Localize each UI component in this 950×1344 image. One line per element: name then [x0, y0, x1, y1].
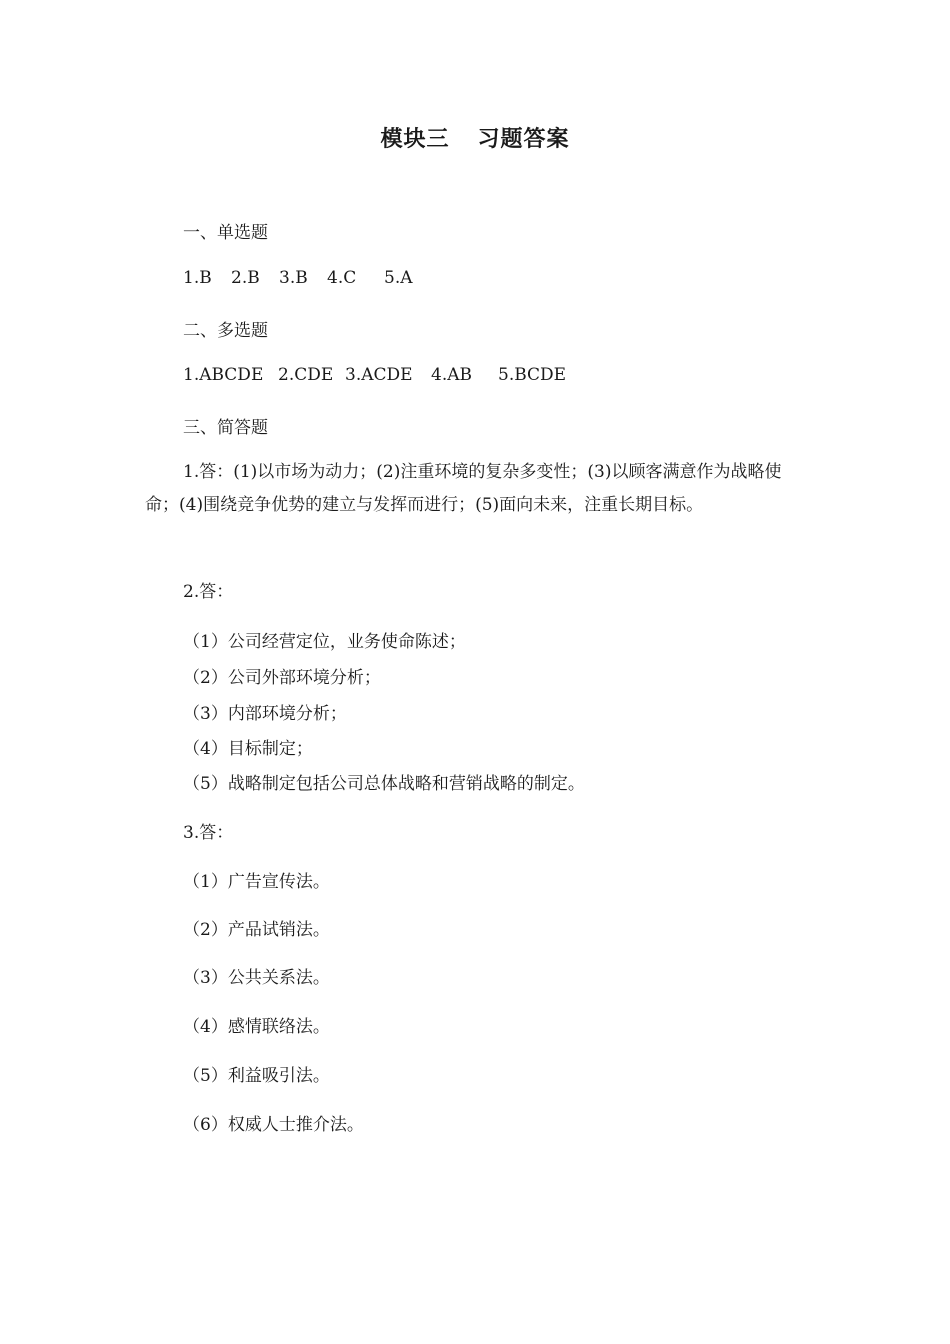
short-answer-2-item: （3）内部环境分析；: [183, 704, 347, 724]
short-answer-3-item: （4）感情联络法。: [183, 1017, 330, 1037]
short-answer-2-item: （2）公司外部环境分析；: [183, 668, 381, 688]
short-answer-3-item: （6）权威人士推介法。: [183, 1115, 364, 1135]
multi-answer-2: 2.CDE: [278, 365, 334, 385]
short-answer-3-label: 3.答：: [183, 823, 234, 843]
short-answer-2-item: （5）战略制定包括公司总体战略和营销战略的制定。: [183, 774, 585, 794]
multi-answer-4: 4.AB: [431, 365, 472, 385]
single-answer-1: 1.B: [183, 268, 212, 288]
single-answer-4: 4.C: [327, 268, 357, 288]
title-part1: 模块三: [380, 127, 450, 152]
short-answer-3-item: （3）公共关系法。: [183, 968, 330, 988]
short-answer-3-item: （5）利益吸引法。: [183, 1066, 330, 1086]
multi-answer-5: 5.BCDE: [498, 365, 567, 385]
single-answer-3: 3.B: [279, 268, 308, 288]
multi-answer-3: 3.ACDE: [345, 365, 413, 385]
section-heading-single: 一、单选题: [183, 223, 268, 243]
section-heading-multi: 二、多选题: [183, 321, 268, 341]
short-answer-2-item: （4）目标制定；: [183, 739, 313, 759]
multi-choice-answers: [183, 365, 566, 385]
single-answer-2: 2.B: [231, 268, 260, 288]
title-part2: 习题答案: [477, 127, 570, 152]
page-title: [0, 122, 950, 153]
short-answer-3-item: （2）产品试销法。: [183, 920, 330, 940]
section-heading-short: 三、简答题: [183, 418, 268, 438]
multi-answer-1: 1.ABCDE: [183, 365, 264, 385]
short-answer-2-label: 2.答：: [183, 582, 234, 602]
short-answer-2-item: （1）公司经营定位，业务使命陈述；: [183, 632, 466, 652]
single-choice-answers: [183, 268, 413, 288]
single-answer-5: 5.A: [384, 268, 413, 288]
short-answer-3-item: （1）广告宣传法。: [183, 872, 330, 892]
short-answer-1: 1.答：(1)以市场为动力；(2)注重环境的复杂多变性；(3)以顾客满意作为战略使命；(4)围绕竞争优势的建立与发挥而进行；(5)面向未来，注重长期目标。: [145, 462, 782, 515]
